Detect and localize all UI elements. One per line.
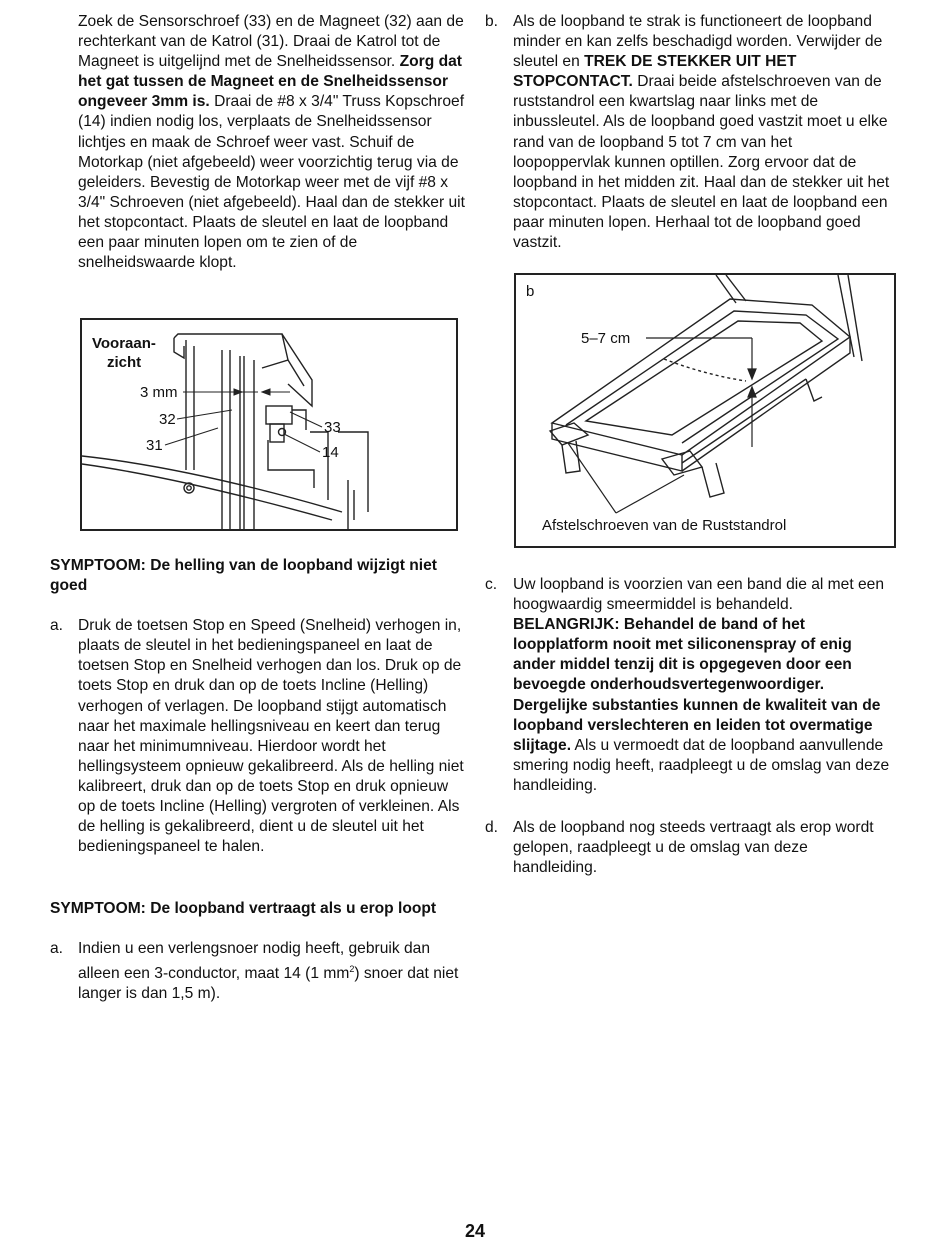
callout-33: 33 — [324, 419, 341, 436]
symptom-slows-section — [50, 899, 465, 1005]
right-step-d — [485, 818, 890, 878]
figure-letter: b — [526, 283, 535, 300]
symptom-incline-heading: SYMPTOOM: De helling van de loopband wijzigt niet goed — [50, 557, 437, 595]
treadmill-tension-figure — [514, 273, 896, 548]
sensor-diagram — [82, 320, 456, 529]
slows-step-a-text-1: Indien u een verlengsnoer nodig heeft, gebruik dan alleen een 3-conductor, maat 14 (1 mm — [78, 940, 430, 983]
step-b-text-2: Draai beide afstelschroeven van de ruststandrol een kwartslag naar links met de inbussleutel. Als de loopband goed vastzit moet u elke rand van de loopband 5 tot 7 cm van het loopoppervlak kunnen optillen. Zorg ervoor dat de loopband in het midden zit. Haal dan de stekker uit het stopcontact. Plaats de sleutel en laat de loopband een paar minuten lopen. Herhaal tot de loopband goed vastzit. — [513, 73, 890, 252]
right-step-c — [485, 575, 890, 796]
step-b-bold: TREK DE STEKKER UIT HET STOPCONTACT. — [513, 53, 797, 91]
left-intro-paragraph — [50, 12, 465, 273]
step-marker: b. — [485, 13, 499, 30]
intro-bold-text: Zorg dat het gat tussen de Magneet en de Snelheidssensor ongeveer 3mm is. — [78, 53, 462, 111]
incline-step-a — [50, 616, 465, 857]
treadmill-diagram — [516, 275, 894, 546]
callout-31: 31 — [146, 437, 163, 454]
incline-step-a-text: Druk de toetsen Stop en Speed (Snelheid) verhogen in, plaats de sleutel in het bedieningspaneel en laat de toetsen Stop en Snelheid verhogen dan los. Druk op de toets Stop en druk dan op de toets Incline (Helling) verhogen of verlagen. De loopband stijgt automatisch naar het maximale hellingsniveau en keert dan terug naar het minimumniveau. Hierdoor wordt het hellingsysteem opnieuw gekalibreerd. Als de helling niet kalibreert, druk dan op de toets Stop en druk opnieuw op de toets Incline (Helling) vergroten of verkleinen. Als de helling is gekalibreerd, dient u de sleutel uit het bedieningspaneel te halen. — [78, 617, 464, 856]
step-b-text-1: Als de loopband te strak is functioneert de loopband minder en kan zelfs beschadigd worden. Verwijder de sleutel en — [513, 13, 883, 71]
symptom-slows-heading: SYMPTOOM: De loopband vertraagt als u erop loopt — [50, 900, 437, 917]
step-c-text-1: Uw loopband is voorzien van een band die al met een hoogwaardig smeermiddel is behandeld. — [513, 576, 885, 614]
step-marker: a. — [50, 617, 64, 635]
callout-14: 14 — [322, 444, 339, 461]
measure-label: 5–7 cm — [581, 330, 631, 347]
symptom-incline-section — [50, 556, 465, 857]
slows-step-a — [50, 939, 465, 1004]
step-marker: a. — [50, 940, 64, 958]
step-d — [485, 818, 890, 878]
step-marker: c. — [485, 576, 498, 593]
step-marker: d. — [485, 819, 499, 836]
step-b — [485, 12, 890, 253]
superscript-2: 2 — [349, 964, 355, 975]
view-label-line2: zicht — [107, 354, 142, 371]
step-d-text: Als de loopband nog steeds vertraagt als erop wordt gelopen, raadpleegt u de omslag van deze handleiding. — [513, 819, 874, 877]
right-step-b — [485, 12, 890, 253]
step-c-text-2: Als u vermoedt dat de loopband aanvullende smering nodig heeft, raadpleegt u de omslag van deze handleiding. — [513, 736, 890, 794]
slows-step-a-text-2: ) snoer dat niet langer is dan 1,5 m). — [78, 965, 459, 1003]
gap-label: 3 mm — [140, 384, 178, 401]
step-c — [485, 575, 890, 796]
intro-text-2: Draai de #8 x 3/4" Truss Kopschroef (14) indien nodig los, verplaats de Snelheidssensor lichtjes en maak de Schroef weer vast. Schuif de Motorkap (niet afgebeeld) weer voorzichtig terug via de geleiders. Bevestig de Motorkap weer met de vijf #8 x 3/4" Schroeven (niet afgebeeld). Haal dan de stekker uit het stopcontact. Plaats de sleutel en laat de loopband een paar minuten lopen om te zien of de snelheidswaarde klopt. — [78, 93, 465, 272]
figure-caption: Afstelschroeven van de Ruststandrol — [542, 517, 787, 534]
callout-32: 32 — [159, 411, 176, 428]
step-c-bold-warning: BELANGRIJK: Behandel de band of het loopplatform nooit met siliconenspray of enig ander middel tenzij dit is opgegeven door een bevoegde onderhoudsvertegenwoordiger. Dergelijke substanties kunnen de kwaliteit van de loopband verslechteren en leiden tot overmatige slijtage. — [513, 616, 881, 754]
view-label-line1: Vooraan- — [92, 335, 156, 352]
sensor-front-view-figure — [80, 318, 458, 531]
intro-text-1: Zoek de Sensorschroef (33) en de Magneet (32) aan de rechterkant van de Katrol (31). Draai de Katrol tot de Magneet is uitgelijnd met de Snelheidssensor. — [78, 13, 464, 71]
page-number: 24 — [464, 1221, 486, 1241]
